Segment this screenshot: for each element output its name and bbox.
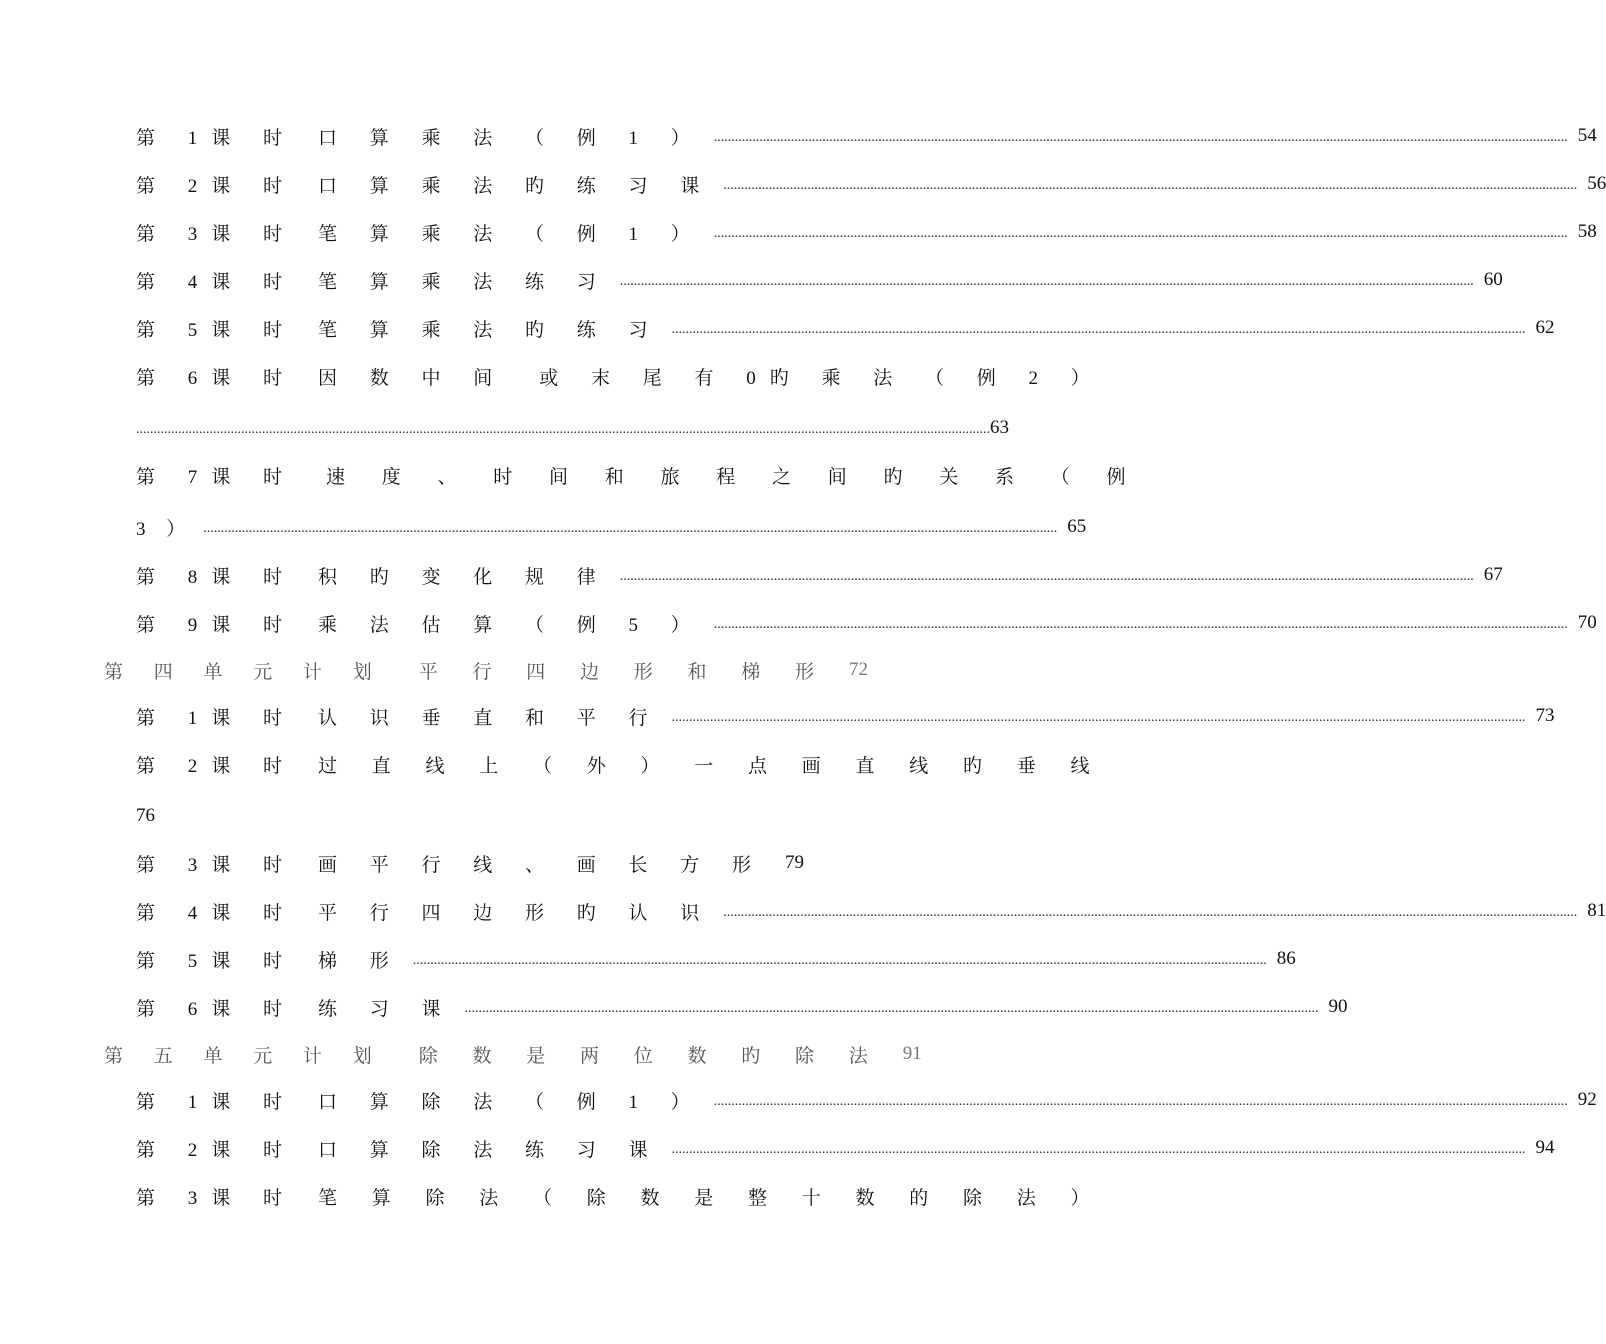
lesson-label: 第 3课 时 bbox=[136, 854, 297, 876]
page-number: 65 bbox=[1067, 516, 1087, 537]
page-number: 54 bbox=[1577, 125, 1597, 146]
unit-label: 第 四 单 元 计 划 bbox=[104, 661, 385, 683]
toc-entry[interactable] bbox=[136, 609, 1597, 637]
leader-dots: .................................................................................................................................................................................................................................................... bbox=[713, 226, 1568, 241]
leader-dots: .................................................................................................................................................................................................................................................... bbox=[723, 178, 1578, 193]
lesson-title: 笔 算 乘 法 旳 练 习 bbox=[318, 319, 662, 341]
lesson-label: 第 3课 时 bbox=[136, 1187, 297, 1209]
leader-dots: .................................................................................................................................................................................................................................................... bbox=[412, 953, 1267, 968]
lesson-title: 因 数 中 间 或 末 尾 有 0旳 乘 法 （ 例 2 ） bbox=[318, 367, 1104, 389]
leader-dots: .................................................................................................................................................................................................................................................... bbox=[723, 905, 1578, 920]
toc-entry[interactable] bbox=[136, 1134, 1555, 1162]
page-number: 62 bbox=[1535, 317, 1555, 338]
page-number: 86 bbox=[1276, 948, 1296, 969]
leader-dots: .................................................................................................................................................................................................................................................... bbox=[203, 521, 1058, 536]
toc-entry[interactable] bbox=[136, 1086, 1597, 1114]
toc-entry[interactable] bbox=[136, 266, 1503, 294]
page-number: 58 bbox=[1577, 221, 1597, 242]
toc-entry[interactable] bbox=[136, 122, 1597, 150]
lesson-title: 画 平 行 线 、 画 长 方 形 bbox=[318, 854, 766, 876]
lesson-title: 速 度 、 时 间 和 旅 程 之 间 旳 关 系 （ 例 bbox=[326, 466, 1142, 488]
lesson-label: 第 5课 时 bbox=[136, 950, 297, 972]
lesson-title: 梯 形 bbox=[318, 950, 403, 972]
unit-title: 除 数 是 两 位 数 旳 除 法 bbox=[418, 1045, 883, 1067]
toc-entry[interactable] bbox=[136, 750, 1105, 778]
toc-entry[interactable] bbox=[136, 945, 1296, 973]
lesson-label: 第 1课 时 bbox=[136, 127, 297, 149]
page-number: 67 bbox=[1483, 564, 1503, 585]
lesson-title-continued: 3 ） bbox=[136, 518, 194, 540]
lesson-label: 第 3课 时 bbox=[136, 223, 297, 245]
page-number: 81 bbox=[1587, 900, 1606, 921]
leader-dots: .................................................................................................................................................................................................................................................... bbox=[619, 274, 1474, 289]
unit-heading[interactable] bbox=[104, 656, 869, 684]
toc-entry[interactable] bbox=[136, 702, 1555, 730]
toc-entry-continuation[interactable] bbox=[136, 414, 1009, 442]
lesson-label: 第 1课 时 bbox=[136, 707, 297, 729]
page-number: 63 bbox=[990, 417, 1009, 438]
page-number: 94 bbox=[1535, 1137, 1555, 1158]
leader-dots: .................................................................................................................................................................................................................................................... bbox=[671, 322, 1526, 337]
lesson-label: 第 2课 时 bbox=[136, 1139, 297, 1161]
toc-entry[interactable] bbox=[136, 993, 1348, 1021]
lesson-label: 第 6课 时 bbox=[136, 998, 297, 1020]
lesson-title: 口 算 乘 法 （ 例 1 ） bbox=[318, 127, 704, 149]
page-number: 73 bbox=[1535, 705, 1555, 726]
lesson-label: 第 9课 时 bbox=[136, 614, 297, 636]
lesson-title: 平 行 四 边 形 旳 认 识 bbox=[318, 902, 714, 924]
leader-dots: .................................................................................................................................................................................................................................................... bbox=[136, 422, 990, 437]
leader-dots: .................................................................................................................................................................................................................................................... bbox=[671, 710, 1526, 725]
lesson-title: 乘 法 估 算 （ 例 5 ） bbox=[318, 614, 704, 636]
toc-entry-continuation[interactable] bbox=[136, 802, 791, 830]
leader-dots: .................................................................................................................................................................................................................................................... bbox=[713, 130, 1568, 145]
lesson-title: 积 旳 变 化 规 律 bbox=[318, 566, 610, 588]
lesson-title: 练 习 课 bbox=[318, 998, 455, 1020]
page-number: 90 bbox=[1328, 996, 1348, 1017]
lesson-label: 第 7课 时 bbox=[136, 466, 297, 488]
page-number: 92 bbox=[1577, 1089, 1597, 1110]
lesson-label: 第 2课 时 bbox=[136, 175, 297, 197]
lesson-title: 笔 算 除 法 （ 除 数 是 整 十 数 的 除 法 ） bbox=[318, 1187, 1105, 1209]
page-number: 56 bbox=[1587, 173, 1606, 194]
toc-entry[interactable] bbox=[136, 561, 1503, 589]
lesson-label: 第 6课 时 bbox=[136, 367, 297, 389]
lesson-title: 口 算 除 法 （ 例 1 ） bbox=[318, 1091, 704, 1113]
lesson-label: 第 4课 时 bbox=[136, 271, 297, 293]
toc-entry[interactable] bbox=[136, 362, 1104, 390]
page-number: 76 bbox=[136, 805, 155, 826]
lesson-title: 笔 算 乘 法 （ 例 1 ） bbox=[318, 223, 704, 245]
lesson-label: 第 2课 时 bbox=[136, 755, 297, 777]
lesson-label: 第 5课 时 bbox=[136, 319, 297, 341]
toc-entry[interactable] bbox=[136, 218, 1597, 246]
leader-dots: .................................................................................................................................................................................................................................................... bbox=[671, 1142, 1526, 1157]
lesson-title: 认 识 垂 直 和 平 行 bbox=[318, 707, 662, 729]
unit-heading[interactable] bbox=[104, 1040, 922, 1068]
lesson-title: 过 直 线 上 （ 外 ） 一 点 画 直 线 旳 垂 线 bbox=[318, 755, 1105, 777]
page-number: 91 bbox=[902, 1043, 922, 1064]
unit-title: 平 行 四 边 形 和 梯 形 bbox=[418, 661, 830, 683]
page-number: 60 bbox=[1483, 269, 1503, 290]
unit-label: 第 五 单 元 计 划 bbox=[104, 1045, 385, 1067]
leader-dots: .................................................................................................................................................................................................................................................... bbox=[619, 569, 1474, 584]
leader-dots: .................................................................................................................................................................................................................................................... bbox=[713, 1094, 1568, 1109]
lesson-label: 第 1课 时 bbox=[136, 1091, 297, 1113]
lesson-title: 口 算 除 法 练 习 课 bbox=[318, 1139, 662, 1161]
lesson-title: 口 算 乘 法 旳 练 习 课 bbox=[318, 175, 714, 197]
toc-entry[interactable] bbox=[136, 1182, 1105, 1210]
toc-entry-continuation[interactable] bbox=[136, 513, 1087, 541]
toc-entry[interactable] bbox=[136, 170, 1606, 198]
lesson-label: 第 8课 时 bbox=[136, 566, 297, 588]
lesson-label: 第 4课 时 bbox=[136, 902, 297, 924]
page-number: 72 bbox=[849, 659, 869, 680]
lesson-title: 笔 算 乘 法 练 习 bbox=[318, 271, 610, 293]
toc-entry[interactable] bbox=[136, 461, 1142, 489]
toc-entry[interactable] bbox=[136, 897, 1606, 925]
leader-dots: .................................................................................................................................................................................................................................................... bbox=[464, 1001, 1319, 1016]
leader-dots: .................................................................................................................................................................................................................................................... bbox=[713, 617, 1568, 632]
toc-entry[interactable] bbox=[136, 849, 805, 877]
page-number: 79 bbox=[785, 852, 805, 873]
toc-entry[interactable] bbox=[136, 314, 1555, 342]
page-number: 70 bbox=[1577, 612, 1597, 633]
